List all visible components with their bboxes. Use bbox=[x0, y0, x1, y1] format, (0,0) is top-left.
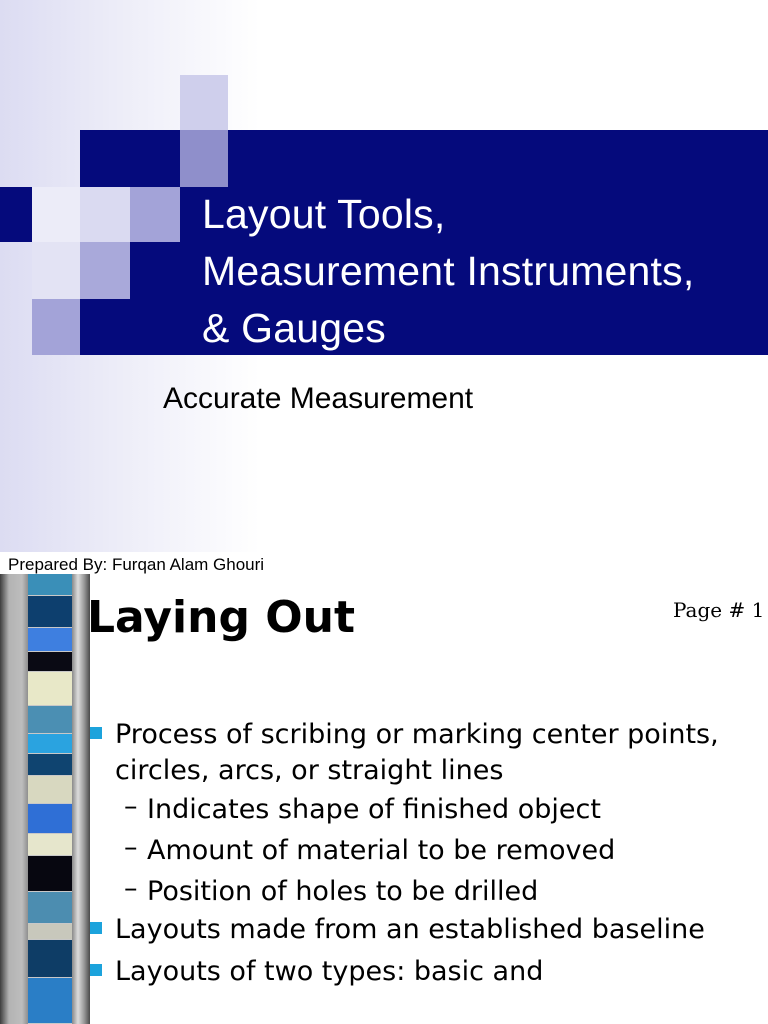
bullet-item bbox=[90, 717, 768, 789]
sub-bullet-item bbox=[90, 789, 768, 830]
sub-bullet-text: Position of holes to be drilled bbox=[147, 876, 539, 907]
bullet-item bbox=[90, 912, 768, 948]
sub-bullet-text: Indicates shape of finished object bbox=[147, 794, 601, 825]
deco-square bbox=[32, 299, 80, 355]
square-bullet-icon bbox=[90, 922, 102, 934]
deco-square bbox=[80, 187, 130, 242]
square-bullet-icon bbox=[90, 964, 102, 976]
bullet-text: Layouts of two types: basic and bbox=[115, 956, 544, 987]
deco-square bbox=[180, 75, 228, 130]
author-footer: Prepared By: Furqan Alam Ghouri bbox=[8, 555, 265, 574]
content-slide bbox=[0, 574, 768, 1024]
deco-square bbox=[32, 242, 80, 299]
page-number: Page # 1 bbox=[673, 598, 765, 622]
sub-bullet-item bbox=[90, 871, 768, 912]
bullet-item bbox=[90, 954, 768, 990]
slide-subtitle: Accurate Measurement bbox=[163, 382, 474, 415]
slide-title: Laying Out bbox=[87, 592, 356, 643]
bullet-text: Process of scribing or marking center points, circles, arcs, or straight lines bbox=[115, 719, 719, 786]
sub-bullet-item bbox=[90, 830, 768, 871]
dash-icon: – bbox=[124, 791, 138, 822]
deco-square bbox=[32, 187, 80, 242]
title-band-left bbox=[0, 187, 32, 242]
dash-icon: – bbox=[124, 832, 138, 863]
deco-square bbox=[80, 242, 130, 299]
slide-title-line: Layout Tools, bbox=[202, 191, 446, 237]
square-bullet-icon bbox=[90, 727, 102, 739]
slide-title-line: & Gauges bbox=[202, 305, 386, 351]
bullet-list bbox=[90, 717, 768, 990]
slide-title bbox=[202, 186, 768, 357]
pillar-color-strip bbox=[28, 574, 72, 1024]
sub-bullet-text: Amount of material to be removed bbox=[147, 835, 616, 866]
dash-icon: – bbox=[124, 873, 138, 904]
deco-square bbox=[180, 130, 228, 187]
slide-title-line: Measurement Instruments, bbox=[202, 248, 695, 294]
bullet-text: Layouts made from an established baseline bbox=[115, 914, 705, 945]
deco-square bbox=[130, 187, 180, 242]
